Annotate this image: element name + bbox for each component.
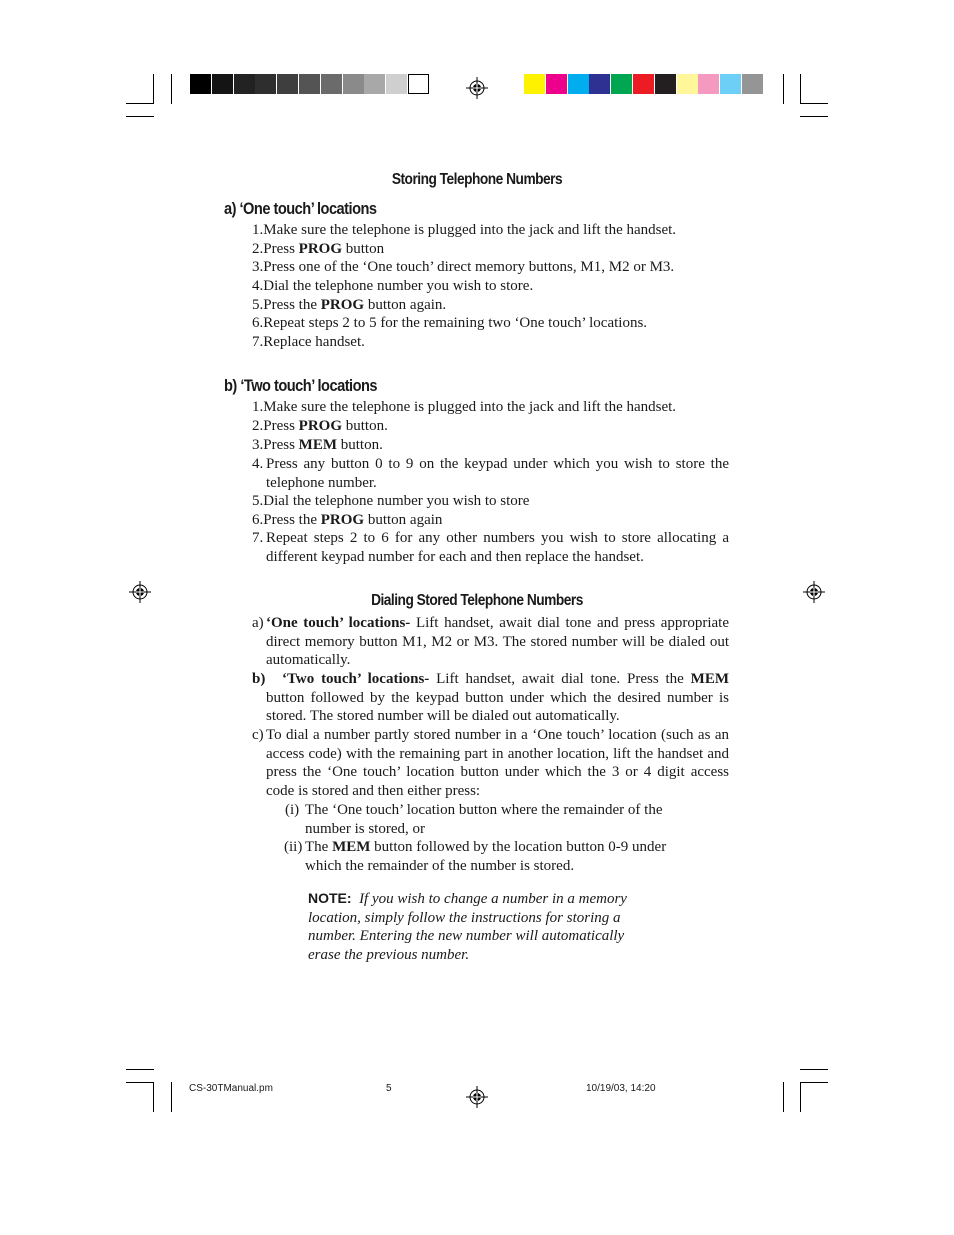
list-item (252, 258, 674, 277)
step-bold: PROG (298, 241, 343, 257)
dialing-partial-paragraph: To dial a number partly stored number in a ‘One touch’ location (such as an access code) with the remaining part in another location, lift the handset and press the ‘One touch’ location button under which the 3 or 4 digit access code is stored and then either press: (266, 727, 729, 800)
registration-mark-icon (466, 1086, 488, 1108)
crop-mark (171, 1082, 172, 1112)
color-swatch (742, 74, 763, 94)
color-swatch (234, 74, 255, 94)
step-text: Dial the telephone number you wish to store. (263, 278, 534, 294)
mem-bold: MEM (332, 839, 371, 855)
step-number: 4. (252, 278, 264, 294)
step-text: button. (342, 418, 388, 434)
note-label: NOTE: (308, 890, 352, 906)
list-item (252, 492, 529, 511)
list-item (252, 296, 446, 315)
color-swatch (546, 74, 567, 94)
list-item (252, 511, 442, 530)
crop-mark (800, 1069, 828, 1070)
item-marker: (ii) (284, 839, 303, 855)
option-ii-pre: The (305, 839, 333, 855)
dialing-two-touch-label: ‘Two touch’ locations- (282, 671, 430, 687)
step-text: button again. (364, 297, 447, 313)
crop-mark (800, 116, 828, 117)
step-number: 1. (252, 222, 264, 238)
color-swatch (677, 74, 698, 94)
section-heading-two-touch: b) ‘Two touch’ locations (224, 376, 378, 395)
color-swatch (255, 74, 276, 94)
step-text: Make sure the telephone is plugged into the jack and lift the handset. (263, 222, 677, 238)
step-number: 3. (252, 259, 264, 275)
step-text: Press (263, 241, 299, 257)
color-swatch (611, 74, 632, 94)
step-number: 5. (252, 297, 264, 313)
list-item (252, 417, 388, 436)
color-swatch (212, 74, 233, 94)
section-heading-one-touch: a) ‘One touch’ locations (224, 199, 377, 218)
crop-mark (800, 1082, 801, 1112)
dialing-title: Dialing Stored Telephone Numbers (371, 592, 583, 609)
color-swatch (655, 74, 676, 94)
footer-filename: CS-30TManual.pm (189, 1083, 273, 1094)
item-marker: a) (252, 615, 264, 631)
step-number: 6. (252, 512, 264, 528)
dialing-two-touch-paragraph (266, 670, 729, 726)
step-number: 6. (252, 315, 264, 331)
color-swatch (299, 74, 320, 94)
crop-mark (783, 1082, 784, 1112)
step-text: Replace handset. (263, 334, 365, 350)
color-swatch (343, 74, 364, 94)
crop-mark (126, 103, 154, 104)
list-item (252, 314, 647, 333)
color-swatch (589, 74, 610, 94)
item-marker: (i) (285, 802, 300, 818)
step-text: button (342, 241, 385, 257)
step-bold: PROG (298, 418, 343, 434)
color-swatch (408, 74, 429, 94)
step-text: Dial the telephone number you wish to store (263, 493, 530, 509)
crop-mark (126, 116, 154, 117)
color-swatch (568, 74, 589, 94)
color-swatch (190, 74, 211, 94)
crop-mark (800, 1082, 828, 1083)
step-text: Press the (263, 297, 321, 313)
step-number: 3. (252, 437, 264, 453)
crop-mark (153, 74, 154, 104)
list-item: Press any button 0 to 9 on the keypad under which you wish to store the telephone number. (266, 456, 729, 491)
list-item (252, 333, 365, 352)
step-text: button. (337, 437, 383, 453)
step-text: Repeat steps 2 to 5 for the remaining two ‘One touch’ locations. (263, 315, 648, 331)
color-swatch (364, 74, 385, 94)
color-swatch (524, 74, 545, 94)
crop-mark (126, 1069, 154, 1070)
color-swatch (720, 74, 741, 94)
dialing-two-touch-text: button followed by the keypad button under which the desired number is stored. The stored number will be dialed out automatically. (266, 689, 729, 725)
step-number: 2. (252, 241, 264, 257)
crop-mark (126, 1082, 154, 1083)
color-swatch (386, 74, 407, 94)
dialing-one-touch-label: ‘One touch’ locations- (266, 615, 411, 631)
list-item: Repeat steps 2 to 6 for any other numbers you wish to store allocating a different keypad number for each and then replace the handset. (266, 530, 729, 565)
dialing-one-touch-text: Lift handset, await dial tone and press appropriate direct memory button M1, M2 or M3. The stored number will be dialed out automatically. (266, 615, 729, 669)
registration-mark-icon (466, 77, 488, 99)
list-item-number: 4. (252, 456, 264, 472)
step-text: Make sure the telephone is plugged into the jack and lift the handset. (263, 399, 677, 415)
note (308, 889, 648, 965)
step-text: Press (263, 418, 299, 434)
list-item (252, 277, 533, 296)
footer-page-number: 5 (386, 1083, 392, 1094)
crop-mark (800, 103, 828, 104)
crop-mark (800, 74, 801, 104)
color-swatch (321, 74, 342, 94)
step-text: Press the (263, 512, 321, 528)
step-bold: PROG (320, 512, 365, 528)
footer-date: 10/19/03, 14:20 (586, 1083, 656, 1094)
option-i-text: The ‘One touch’ location button where the remainder of the number is stored, or (305, 802, 663, 837)
color-swatch (698, 74, 719, 94)
step-number: 5. (252, 493, 264, 509)
dialing-one-touch-paragraph (266, 614, 729, 670)
mem-bold: MEM (690, 671, 729, 687)
note-text: If you wish to change a number in a memory location, simply follow the instructions for storing a number. Entering the new number will automatically erase the previous number. (308, 891, 627, 964)
list-item (252, 436, 383, 455)
color-swatch (633, 74, 654, 94)
step-text: button again (364, 512, 443, 528)
list-item (252, 240, 384, 259)
crop-mark (171, 74, 172, 104)
step-bold: MEM (298, 437, 337, 453)
crop-mark (153, 1082, 154, 1112)
item-marker: c) (252, 727, 264, 743)
crop-mark (783, 74, 784, 104)
step-text: Press one of the ‘One touch’ direct memory buttons, M1, M2 or M3. (263, 259, 675, 275)
step-number: 1. (252, 399, 264, 415)
list-item (252, 398, 676, 417)
step-number: 7. (252, 334, 264, 350)
option-ii-text (305, 838, 677, 875)
list-item-number: 7. (252, 530, 264, 546)
color-swatch (277, 74, 298, 94)
dialing-two-touch-text: Lift handset, await dial tone. Press the (429, 671, 691, 687)
list-item (252, 221, 676, 240)
step-text: Press (263, 437, 299, 453)
step-number: 2. (252, 418, 264, 434)
option-ii-post: button followed by the location button 0-9 under which the remainder of the number is stored. (305, 839, 667, 874)
page-title: Storing Telephone Numbers (391, 171, 563, 188)
item-marker: b) (252, 671, 266, 687)
step-bold: PROG (320, 297, 365, 313)
